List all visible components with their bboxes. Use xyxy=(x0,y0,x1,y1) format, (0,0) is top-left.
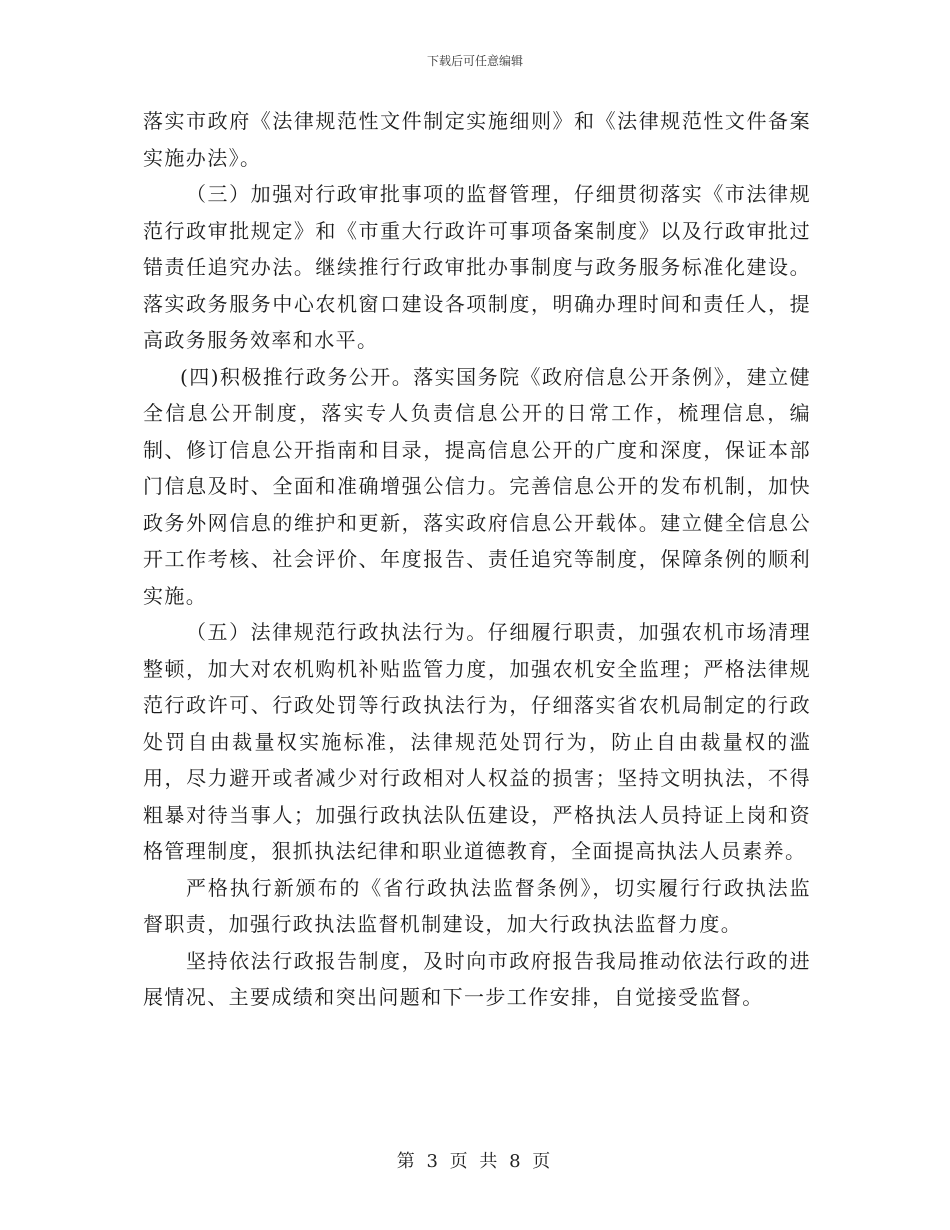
paragraph-continuation: 落实市政府《法律规范性文件制定实施细则》和《法律规范性文件备案实施办法》。 xyxy=(143,109,811,170)
document-body xyxy=(143,103,811,1016)
paragraph-reporting: 坚持依法行政报告制度，及时向市政府报告我局推动依法行政的进展情况、主要成绩和突出问题和下一步工作安排，自觉接受监督。 xyxy=(143,948,811,1009)
paragraph-section-5: （五）法律规范行政执法行为。仔细履行职责，加强农机市场清理整顿，加大对农机购机补贴监管力度，加强农机安全监理；严格法律规范行政许可、行政处罚等行政执法行为，仔细落实省农机局制定的行政处罚自由裁量权实施标准，法律规范处罚行为，防止自由裁量权的滥用，尽力避开或者减少对行政相对人权益的损害；坚持文明执法，不得粗暴对待当事人；加强行政执法队伍建设，严格执法人员持证上岗和资格管理制度，狠抓执法纪律和职业道德教育，全面提高执法人员素养。 xyxy=(143,620,811,863)
paragraph-supervision: 严格执行新颁布的《省行政执法监督条例》，切实履行行政执法监督职责，加强行政执法监督机制建设，加大行政执法监督力度。 xyxy=(143,875,811,936)
paragraph-section-4: (四)积极推行政务公开。落实国务院《政府信息公开条例》，建立健全信息公开制度，落实专人负责信息公开的日常工作，梳理信息，编制、修订信息公开指南和目录，提高信息公开的广度和深度，保证本部门信息及时、全面和准确增强公信力。完善信息公开的发布机制，加快政务外网信息的维护和更新，落实政府信息公开载体。建立健全信息公开工作考核、社会评价、年度报告、责任追究等制度，保障条例的顺利实施。 xyxy=(143,364,811,608)
paragraph-section-3: （三）加强对行政审批事项的监督管理，仔细贯彻落实《市法律规范行政审批规定》和《市重大行政许可事项备案制度》以及行政审批过错责任追究办法。继续推行行政审批办事制度与政务服务标准化建设。落实政务服务中心农机窗口建设各项制度，明确办理时间和责任人，提高政务服务效率和水平。 xyxy=(143,182,811,352)
page-header: 下载后可任意编辑 xyxy=(426,54,523,68)
page-number: 第 3 页 共 8 页 xyxy=(396,1151,554,1172)
